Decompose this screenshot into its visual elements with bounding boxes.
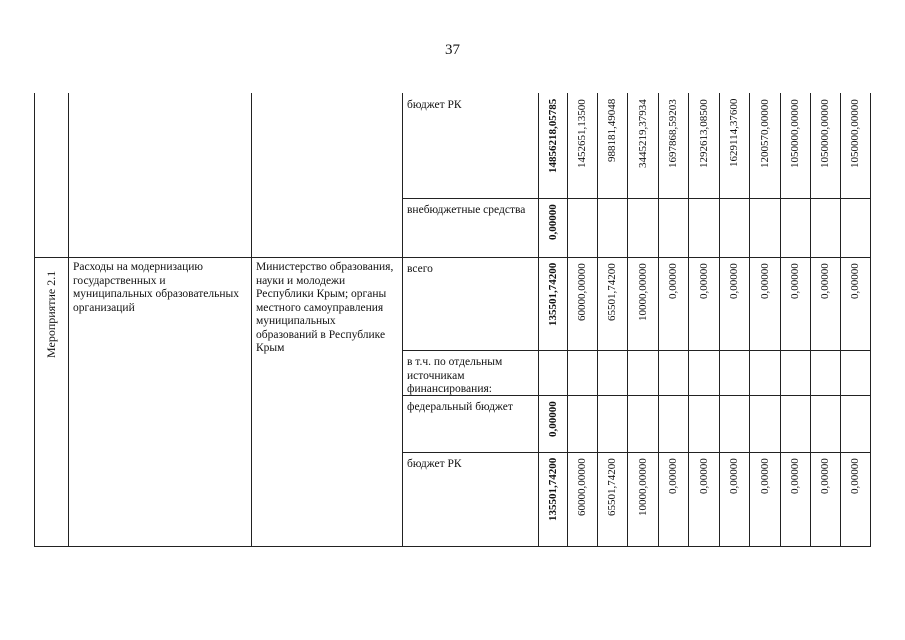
year-value: 60000,00000 xyxy=(576,458,588,516)
row-rule xyxy=(402,198,871,199)
year-value: 988181,49048 xyxy=(606,98,618,162)
column-rule xyxy=(251,93,252,546)
column-rule xyxy=(870,93,871,546)
year-value: 1292613,08500 xyxy=(697,99,710,168)
row-total-value: 0,00000 xyxy=(546,204,559,240)
year-value: 0,00000 xyxy=(849,458,861,494)
year-value: 10000,00000 xyxy=(636,458,649,516)
year-value: 1629114,37600 xyxy=(728,98,740,167)
column-rule xyxy=(68,93,69,546)
funding-source-label: внебюджетные средства xyxy=(407,204,526,216)
funding-source-label: бюджет РК xyxy=(407,99,462,111)
column-rule xyxy=(840,93,841,546)
column-rule xyxy=(658,93,659,546)
row-rule xyxy=(34,257,871,258)
year-value: 60000,00000 xyxy=(576,263,588,321)
event-label: Мероприятие 2.1 xyxy=(43,270,58,358)
year-value: 0,00000 xyxy=(667,263,679,299)
row-rule xyxy=(402,350,871,351)
row-rule xyxy=(34,546,871,547)
column-rule xyxy=(780,93,781,546)
column-rule xyxy=(402,93,403,546)
row-rule xyxy=(402,452,871,453)
funding-source-label: в т.ч. по отдельным источникам финансирования: xyxy=(407,356,503,395)
column-rule xyxy=(749,93,750,546)
year-value: 1050000,00000 xyxy=(819,99,831,168)
column-rule xyxy=(810,93,811,546)
row-total-value: 14856218,05785 xyxy=(546,98,559,173)
year-value: 0,00000 xyxy=(789,263,801,299)
funding-source-label: федеральный бюджет xyxy=(407,401,513,413)
page-number: 37 xyxy=(445,42,460,58)
column-rule xyxy=(538,93,539,546)
column-rule xyxy=(688,93,689,546)
year-value: 0,00000 xyxy=(667,458,679,494)
column-rule xyxy=(627,93,628,546)
column-rule xyxy=(567,93,568,546)
year-value: 0,00000 xyxy=(789,458,801,494)
year-value: 3445219,37934 xyxy=(636,99,649,168)
year-value: 65501,74200 xyxy=(606,458,618,516)
row-total-value: 0,00000 xyxy=(546,401,559,437)
year-value: 0,00000 xyxy=(758,263,771,299)
column-rule xyxy=(597,93,598,546)
column-rule xyxy=(34,93,35,546)
year-value: 1697868,59203 xyxy=(667,99,679,168)
event-executor: Министерство образования, науки и молодежи Республики Крым; органы местного самоуправления муниципальных образований в Республике Крым xyxy=(256,261,394,354)
year-value: 0,00000 xyxy=(697,263,710,299)
funding-source-label: бюджет РК xyxy=(407,458,462,470)
year-value: 0,00000 xyxy=(728,263,740,299)
year-value: 1452651,13500 xyxy=(576,99,588,168)
funding-source-label: всего xyxy=(407,263,433,275)
year-value: 0,00000 xyxy=(697,458,710,494)
year-value: 10000,00000 xyxy=(636,263,649,321)
year-value: 0,00000 xyxy=(819,263,831,299)
year-value: 1050000,00000 xyxy=(789,99,801,168)
year-value: 0,00000 xyxy=(819,458,831,494)
year-value: 1050000,00000 xyxy=(849,99,861,168)
event-name: Расходы на модернизацию государственных и муниципальных образовательных организаций xyxy=(73,261,240,314)
year-value: 65501,74200 xyxy=(606,263,618,321)
year-value: 0,00000 xyxy=(758,458,771,494)
column-rule xyxy=(719,93,720,546)
row-total-value: 135501,74200 xyxy=(546,262,559,326)
row-total-value: 135501,74200 xyxy=(546,457,559,521)
year-value: 0,00000 xyxy=(849,263,861,299)
year-value: 1200570,00000 xyxy=(758,99,771,168)
year-value: 0,00000 xyxy=(728,458,740,494)
